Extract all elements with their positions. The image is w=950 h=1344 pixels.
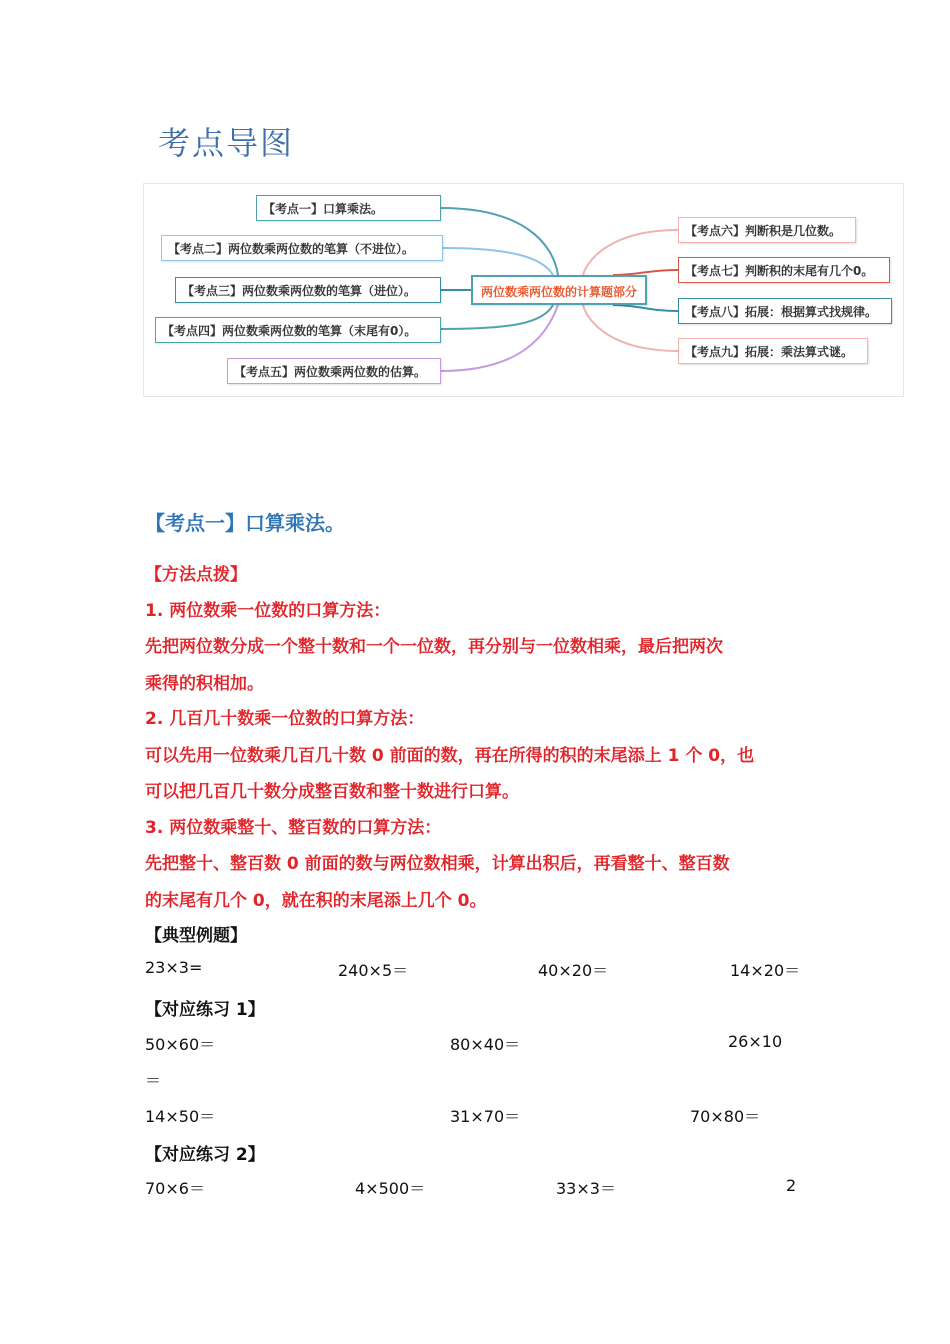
- mindmap-node-kaodian-7: 【考点七】判断积的末尾有几个0。: [678, 257, 890, 283]
- practice-item: 26×10: [728, 1032, 783, 1051]
- method-line: 1. 两位数乘一位数的口算方法：: [145, 601, 391, 621]
- practice-item: 80×40＝: [450, 1035, 521, 1054]
- practice-item: 70×6＝: [145, 1179, 205, 1198]
- example-item: 14×20＝: [730, 961, 801, 980]
- example-item: 40×20＝: [538, 961, 609, 980]
- method-line: 先把两位数分成一个整十数和一个一位数，再分别与一位数相乘，最后把两次: [145, 637, 723, 657]
- connector-9: [583, 305, 678, 351]
- method-line: 可以先用一位数乘几百几十数 0 前面的数，再在所得的积的末尾添上 1 个 0，也: [145, 746, 755, 766]
- practice-item: 14×50＝: [145, 1107, 216, 1126]
- mindmap-node-kaodian-1: 【考点一】口算乘法。: [256, 195, 441, 221]
- practice-item: 2: [786, 1176, 797, 1195]
- connector-5: [441, 305, 558, 371]
- method-line: 乘得的积相加。: [145, 674, 264, 694]
- method-line: 3. 两位数乘整十、整百数的口算方法：: [145, 818, 442, 838]
- mindmap-node-kaodian-9: 【考点九】拓展：乘法算式谜。: [678, 338, 868, 364]
- mindmap-node-kaodian-6: 【考点六】判断积是几位数。: [678, 217, 856, 243]
- practice-item: 50×60＝: [145, 1035, 216, 1054]
- practice2-heading: 【对应练习 2】: [145, 1145, 265, 1165]
- method-line: 的末尾有几个 0，就在积的末尾添上几个 0。: [145, 891, 487, 911]
- practice-item: 4×500＝: [355, 1179, 426, 1198]
- connector-6: [583, 230, 678, 275]
- page-title: 考点导图: [158, 124, 295, 162]
- connector-1: [441, 208, 558, 275]
- method-line: 可以把几百几十数分成整百数和整十数进行口算。: [145, 782, 519, 802]
- example-item: 23×3=: [145, 958, 203, 977]
- practice-item: 70×80＝: [690, 1107, 761, 1126]
- practice-item: 33×3＝: [556, 1179, 616, 1198]
- method-heading: 【方法点拨】: [145, 565, 247, 585]
- mindmap-node-kaodian-5: 【考点五】两位数乘两位数的估算。: [227, 358, 441, 384]
- mindmap-node-kaodian-2: 【考点二】两位数乘两位数的笔算（不进位）。: [161, 235, 443, 261]
- practice-item: 31×70＝: [450, 1107, 521, 1126]
- section-heading: 【考点一】口算乘法。: [145, 511, 345, 535]
- connector-4: [441, 305, 553, 329]
- mindmap-node-kaodian-3: 【考点三】两位数乘两位数的笔算（进位）。: [175, 277, 441, 303]
- example-heading: 【典型例题】: [145, 926, 247, 946]
- mindmap-node-kaodian-8: 【考点八】拓展：根据算式找规律。: [678, 298, 892, 324]
- method-line: 2. 几百几十数乘一位数的口算方法：: [145, 709, 425, 729]
- mind-map: [143, 183, 904, 397]
- method-line: 先把整十、整百数 0 前面的数与两位数相乘，计算出积后，再看整十、整百数: [145, 854, 730, 874]
- connector-2: [443, 248, 553, 275]
- mindmap-center-node: 两位数乘两位数的计算题部分: [471, 275, 647, 305]
- practice1-heading: 【对应练习 1】: [145, 1000, 265, 1020]
- example-item: 240×5＝: [338, 961, 409, 980]
- mindmap-node-kaodian-4: 【考点四】两位数乘两位数的笔算（末尾有0）。: [155, 317, 441, 343]
- practice-item-wrap: ＝: [145, 1071, 162, 1090]
